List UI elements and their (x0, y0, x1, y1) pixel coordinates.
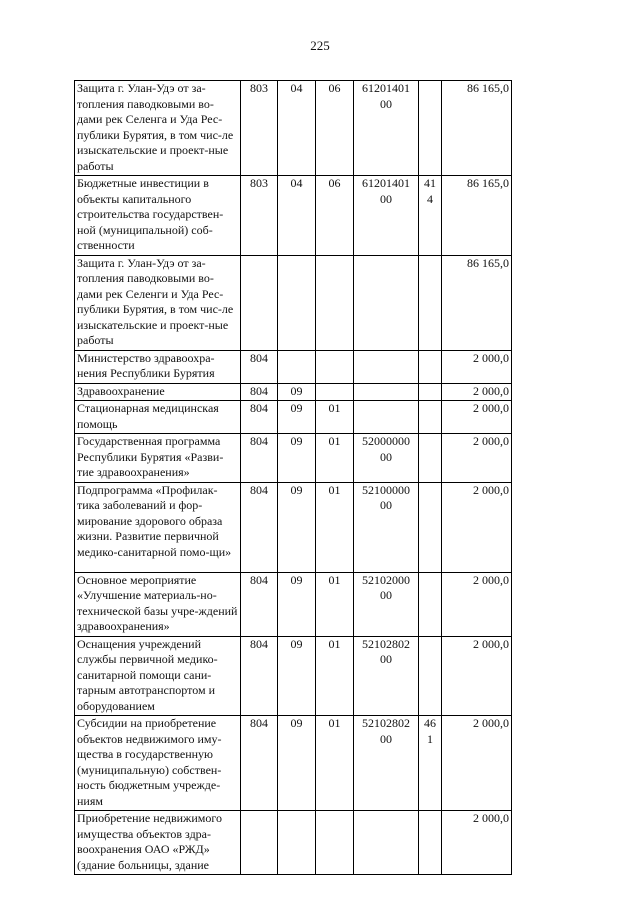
row-amount: 86 165,0 (442, 176, 512, 256)
row-target-article-code: 61201401 00 (354, 176, 419, 256)
row-expense-type-code: 41 4 (419, 176, 442, 256)
row-name-cell: Подпрограмма «Профилак-тика заболеваний и фор-мирование здорового образа жизни. Развитие первичной медико-санитарной помо-щи» (75, 482, 241, 572)
row-subsection-code: 06 (316, 176, 354, 256)
row-target-article-code: 52000000 00 (354, 434, 419, 483)
table-row (75, 636, 512, 716)
row-name-cell: Бюджетные инвестиции в объекты капитального строительства государствен-ной (муниципальной) соб-ственности (75, 176, 241, 256)
row-section-code: 04 (278, 176, 316, 256)
row-name-cell: Здравоохранение (75, 383, 241, 401)
row-target-article-code (354, 255, 419, 350)
row-amount: 86 165,0 (442, 81, 512, 176)
row-amount: 2 000,0 (442, 636, 512, 716)
row-expense-type-code (419, 636, 442, 716)
table-row (75, 482, 512, 572)
row-subsection-code: 01 (316, 716, 354, 811)
row-name-cell: Государственная программа Республики Бурятия «Разви-тие здравоохранения» (75, 434, 241, 483)
row-section-code: 09 (278, 716, 316, 811)
row-name-cell: Министерство здравоохра-нения Республики Бурятия (75, 350, 241, 383)
row-target-article-code (354, 383, 419, 401)
row-expense-type-code (419, 434, 442, 483)
table-row (75, 572, 512, 636)
row-name-cell: Защита г. Улан-Удэ от за-топления паводковыми во-дами рек Селенги и Уда Рес-публики Бурятия, в том чис-ле изыскательские и проект-ные работы (75, 255, 241, 350)
row-subsection-code: 01 (316, 572, 354, 636)
row-section-code: 09 (278, 383, 316, 401)
row-target-article-code: 61201401 00 (354, 81, 419, 176)
budget-table-body (75, 81, 512, 875)
row-target-article-code (354, 350, 419, 383)
row-ministry-code: 804 (241, 350, 278, 383)
row-expense-type-code: 46 1 (419, 716, 442, 811)
table-row (75, 716, 512, 811)
table-row (75, 383, 512, 401)
row-subsection-code (316, 383, 354, 401)
table-row (75, 811, 512, 875)
row-amount: 2 000,0 (442, 350, 512, 383)
row-subsection-code (316, 811, 354, 875)
table-row (75, 176, 512, 256)
row-name-cell: Стационарная медицинская помощь (75, 401, 241, 434)
row-ministry-code: 803 (241, 176, 278, 256)
table-row (75, 401, 512, 434)
row-amount: 2 000,0 (442, 716, 512, 811)
row-target-article-code (354, 811, 419, 875)
row-amount: 2 000,0 (442, 572, 512, 636)
row-subsection-code: 01 (316, 636, 354, 716)
row-name-cell: Приобретение недвижимого имущества объектов здра-воохранения ОАО «РЖД» (здание больницы, здание (75, 811, 241, 875)
row-amount: 2 000,0 (442, 383, 512, 401)
row-expense-type-code (419, 811, 442, 875)
row-amount: 2 000,0 (442, 401, 512, 434)
row-expense-type-code (419, 350, 442, 383)
row-target-article-code: 52102802 00 (354, 716, 419, 811)
row-amount: 86 165,0 (442, 255, 512, 350)
row-expense-type-code (419, 401, 442, 434)
row-target-article-code: 52100000 00 (354, 482, 419, 572)
row-expense-type-code (419, 482, 442, 572)
row-target-article-code (354, 401, 419, 434)
row-amount: 2 000,0 (442, 811, 512, 875)
row-section-code: 09 (278, 434, 316, 483)
table-row (75, 81, 512, 176)
row-section-code: 09 (278, 401, 316, 434)
row-ministry-code: 804 (241, 716, 278, 811)
row-subsection-code (316, 350, 354, 383)
row-target-article-code: 52102802 00 (354, 636, 419, 716)
table-row (75, 255, 512, 350)
row-ministry-code: 803 (241, 81, 278, 176)
row-section-code: 09 (278, 572, 316, 636)
row-subsection-code: 01 (316, 401, 354, 434)
row-section-code (278, 255, 316, 350)
row-ministry-code: 804 (241, 434, 278, 483)
budget-table (74, 80, 512, 875)
row-ministry-code: 804 (241, 636, 278, 716)
row-section-code: 09 (278, 636, 316, 716)
row-ministry-code: 804 (241, 383, 278, 401)
row-subsection-code (316, 255, 354, 350)
row-expense-type-code (419, 383, 442, 401)
row-amount: 2 000,0 (442, 482, 512, 572)
page-number: 225 (310, 38, 330, 53)
row-section-code (278, 350, 316, 383)
row-expense-type-code (419, 572, 442, 636)
row-amount: 2 000,0 (442, 434, 512, 483)
row-expense-type-code (419, 81, 442, 176)
row-section-code (278, 811, 316, 875)
row-name-cell: Субсидии на приобретение объектов недвижимого иму-щества в государственную (муниципальную) собствен-ность бюджетным учрежде-ниям (75, 716, 241, 811)
row-subsection-code: 06 (316, 81, 354, 176)
row-subsection-code: 01 (316, 434, 354, 483)
row-name-cell: Защита г. Улан-Удэ от за-топления паводковыми во-дами рек Селенга и Уда Рес-публики Бурятия, в том чис-ле изыскательские и проект-ные работы (75, 81, 241, 176)
row-name-cell: Основное мероприятие «Улучшение материаль-но-технической базы учре-ждений здравоохранения» (75, 572, 241, 636)
row-ministry-code: 804 (241, 401, 278, 434)
table-row (75, 434, 512, 483)
row-ministry-code: 804 (241, 482, 278, 572)
row-ministry-code: 804 (241, 572, 278, 636)
row-ministry-code (241, 255, 278, 350)
row-expense-type-code (419, 255, 442, 350)
row-name-cell: Оснащения учреждений службы первичной медико-санитарной помощи сани-тарным автотранспортом и оборудованием (75, 636, 241, 716)
row-target-article-code: 52102000 00 (354, 572, 419, 636)
row-section-code: 09 (278, 482, 316, 572)
row-section-code: 04 (278, 81, 316, 176)
row-ministry-code (241, 811, 278, 875)
row-subsection-code: 01 (316, 482, 354, 572)
table-row (75, 350, 512, 383)
